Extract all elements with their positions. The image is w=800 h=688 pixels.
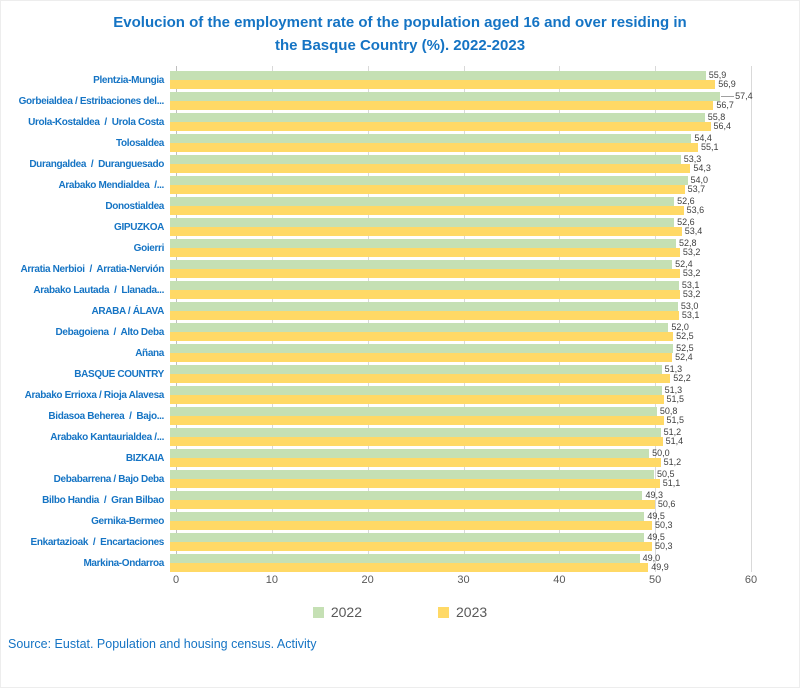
- bar-line-2023: [170, 80, 770, 89]
- bar-group: [0, 155, 800, 173]
- category-label: Añana: [135, 347, 164, 359]
- bar-2023: [170, 122, 711, 131]
- value-label-2022: 51,2: [663, 427, 682, 437]
- value-label-2022: 53,3: [683, 154, 702, 164]
- bar-group: [0, 197, 800, 215]
- value-label-2022: 53,1: [681, 280, 700, 290]
- bar-pair: [170, 260, 770, 278]
- bar-line-2023: [170, 311, 770, 320]
- bar-pair: [170, 176, 770, 194]
- bar-2022: [170, 176, 688, 185]
- bar-pair: [170, 302, 770, 320]
- bar-line-2023: [170, 248, 770, 257]
- bar-line-2023: [170, 479, 770, 488]
- bar-pair: [170, 197, 770, 215]
- bar-pair: [170, 512, 770, 530]
- bar-2022: [170, 218, 674, 227]
- x-tick-label: 40: [553, 574, 566, 586]
- bar-group: [0, 554, 800, 572]
- bar-line-2023: [170, 269, 770, 278]
- chart-title-line2: the Basque Country (%). 2022-2023: [274, 37, 526, 55]
- chart-area: [0, 66, 800, 586]
- bar-line-2023: [170, 563, 770, 572]
- bar-2022: [170, 134, 691, 143]
- category-label: Arabako Kantaurialdea /...: [50, 431, 164, 443]
- category-label: Goierri: [133, 242, 164, 254]
- value-label-2023: 51,4: [665, 436, 684, 446]
- bar-pair: [170, 533, 770, 551]
- bar-2023: [170, 101, 713, 110]
- bar-line-2022: [170, 512, 770, 521]
- value-label-2023: 56,9: [718, 79, 736, 89]
- bar-2023: [170, 416, 664, 425]
- value-label-2022: 54,4: [694, 133, 712, 143]
- legend: [0, 604, 800, 620]
- value-label-2023: 53,2: [682, 247, 701, 257]
- bar-2023: [170, 563, 648, 572]
- bar-2023: [170, 185, 685, 194]
- value-label-2022: 50,5: [656, 469, 675, 479]
- value-label-2022: 52,0: [671, 322, 689, 332]
- bar-2022: [170, 491, 642, 500]
- bar-2023: [170, 143, 698, 152]
- value-label-2023: 49,9: [651, 562, 669, 572]
- bar-line-2023: [170, 374, 770, 383]
- source-note: Source: Eustat. Population and housing census. Activity: [8, 637, 317, 651]
- bar-2023: [170, 542, 652, 551]
- bar-line-2022: [170, 491, 770, 500]
- bar-pair: [170, 491, 770, 509]
- bar-line-2023: [170, 206, 770, 215]
- legend-swatch-2023: [438, 607, 449, 618]
- x-tick-label: 0: [172, 574, 180, 586]
- value-label-2022: 55,9: [708, 70, 727, 80]
- value-label-2023: 51,5: [666, 415, 685, 425]
- x-tick-label: 20: [361, 574, 374, 586]
- value-label-2022: 52,5: [676, 343, 694, 353]
- bar-group: [0, 449, 800, 467]
- value-label-2023: 53,2: [682, 268, 701, 278]
- bar-line-2022: [170, 281, 770, 290]
- bar-2022: [170, 470, 654, 479]
- category-label: Bidasoa Beherea / Bajo...: [48, 410, 164, 422]
- value-label-2022: 57,4: [721, 92, 753, 101]
- category-label: ARABA / ÁLAVA: [91, 305, 164, 317]
- category-label: BIZKAIA: [125, 452, 164, 464]
- category-label: Enkartazioak / Encartaciones: [30, 536, 164, 548]
- bar-pair: [170, 71, 770, 89]
- bar-group: [0, 470, 800, 488]
- bar-line-2023: [170, 458, 770, 467]
- bar-2023: [170, 248, 680, 257]
- category-label: Debabarrena / Bajo Deba: [53, 473, 164, 485]
- bar-pair: [170, 428, 770, 446]
- value-label-2022: 50,0: [652, 448, 670, 458]
- bar-2023: [170, 206, 684, 215]
- legend-swatch-2022: [313, 607, 324, 618]
- x-tick-label: 30: [457, 574, 470, 586]
- category-label: Arabako Lautada / Llanada...: [33, 284, 164, 296]
- value-label-2023: 53,1: [681, 310, 700, 320]
- bar-pair: [170, 323, 770, 341]
- bar-line-2022: [170, 533, 770, 542]
- category-label: Arabako Errioxa / Rioja Alavesa: [24, 389, 164, 401]
- value-label-2022: 52,8: [679, 238, 697, 248]
- bar-group: [0, 512, 800, 530]
- x-axis: [172, 574, 758, 588]
- value-label-2023: 53,6: [686, 205, 705, 215]
- category-label: Arratia Nerbioi / Arratia-Nervión: [20, 263, 164, 275]
- bar-2022: [170, 92, 720, 101]
- bar-line-2023: [170, 290, 770, 299]
- value-label-2023: 53,4: [684, 226, 703, 236]
- value-label-2023: 54,3: [693, 163, 711, 173]
- bar-line-2022: [170, 155, 770, 164]
- value-label-2023: 55,1: [701, 142, 719, 152]
- chart-title: [60, 11, 740, 58]
- value-label-2022: 51,3: [664, 385, 683, 395]
- bar-line-2022: [170, 239, 770, 248]
- bar-line-2022: [170, 176, 770, 185]
- bar-pair: [170, 239, 770, 257]
- value-label-2023: 50,3: [655, 541, 673, 551]
- value-label-2022: 54,0: [690, 175, 709, 185]
- value-label-2023: 50,6: [657, 499, 676, 509]
- x-tick-label: 10: [265, 574, 278, 586]
- bar-line-2023: [170, 164, 770, 173]
- bar-pair: [170, 281, 770, 299]
- bar-line-2023: [170, 353, 770, 362]
- bar-2022: [170, 554, 640, 563]
- bar-line-2023: [170, 185, 770, 194]
- bar-2023: [170, 479, 660, 488]
- value-label-2023: 52,4: [675, 352, 693, 362]
- bar-group: [0, 71, 800, 89]
- legend-label-2022: 2022: [330, 604, 362, 620]
- bar-group: [0, 428, 800, 446]
- bar-2023: [170, 311, 679, 320]
- bar-pair: [170, 365, 770, 383]
- bar-line-2023: [170, 395, 770, 404]
- legend-label-2023: 2023: [456, 604, 488, 620]
- bar-pair: [170, 554, 770, 572]
- category-label: Tolosaldea: [116, 137, 164, 149]
- bar-line-2023: [170, 101, 770, 110]
- category-label: Gorbeialdea / Estribaciones del...: [18, 95, 164, 107]
- category-label: Plentzia-Mungia: [93, 74, 164, 86]
- category-label: Gernika-Bermeo: [91, 515, 164, 527]
- bar-pair: [170, 218, 770, 236]
- value-label-2023: 56,4: [713, 121, 732, 131]
- bar-pair: [170, 134, 770, 152]
- bar-pair: [170, 92, 770, 110]
- bar-2023: [170, 332, 673, 341]
- value-label-2022: 49,3: [645, 490, 663, 500]
- bar-2023: [170, 353, 672, 362]
- bar-2022: [170, 344, 673, 353]
- category-label: Bilbo Handia / Gran Bilbao: [42, 494, 164, 506]
- value-label-2022: 52,4: [675, 259, 693, 269]
- bar-line-2023: [170, 500, 770, 509]
- value-label-2023: 50,3: [655, 520, 673, 530]
- bar-pair: [170, 344, 770, 362]
- bar-group: [0, 323, 800, 341]
- bar-line-2023: [170, 542, 770, 551]
- bar-2022: [170, 323, 668, 332]
- bar-2022: [170, 386, 662, 395]
- bar-group: [0, 533, 800, 551]
- bar-line-2022: [170, 113, 770, 122]
- category-label: Debagoiena / Alto Deba: [55, 326, 164, 338]
- bar-group: [0, 407, 800, 425]
- bar-line-2022: [170, 470, 770, 479]
- bar-pair: [170, 470, 770, 488]
- bar-line-2023: [170, 437, 770, 446]
- bar-group: [0, 134, 800, 152]
- value-label-2022: 49,0: [642, 553, 661, 563]
- bar-2022: [170, 302, 678, 311]
- bar-line-2023: [170, 416, 770, 425]
- value-label-2023: 51,2: [663, 457, 682, 467]
- x-tick-label: 60: [744, 574, 758, 586]
- value-label-2022: 52,6: [677, 217, 695, 227]
- category-label: BASQUE COUNTRY: [74, 368, 164, 380]
- bar-group: [0, 386, 800, 404]
- value-label-2022: 52,6: [677, 196, 695, 206]
- bar-line-2022: [170, 92, 770, 101]
- bar-group: [0, 281, 800, 299]
- bar-2023: [170, 521, 652, 530]
- bar-2023: [170, 500, 655, 509]
- bar-pair: [170, 386, 770, 404]
- bar-2022: [170, 71, 706, 80]
- bar-line-2022: [170, 71, 770, 80]
- bar-2023: [170, 227, 682, 236]
- bar-2022: [170, 407, 657, 416]
- bar-2022: [170, 281, 679, 290]
- legend-item-2023: [438, 604, 487, 620]
- bar-2022: [170, 428, 661, 437]
- bar-group: [0, 344, 800, 362]
- bar-line-2023: [170, 227, 770, 236]
- bar-group: [0, 113, 800, 131]
- value-label-2023: 51,5: [666, 394, 685, 404]
- bar-group: [0, 239, 800, 257]
- plot-area: [0, 66, 800, 572]
- bar-2022: [170, 449, 649, 458]
- bar-pair: [170, 449, 770, 467]
- bar-2022: [170, 260, 672, 269]
- bar-group: [0, 365, 800, 383]
- bar-2023: [170, 437, 663, 446]
- bar-group: [0, 302, 800, 320]
- bar-line-2023: [170, 332, 770, 341]
- category-label: Urola-Kostaldea / Urola Costa: [28, 116, 164, 128]
- value-label-2023: 56,7: [716, 100, 734, 110]
- value-label-2023: 52,2: [673, 373, 691, 383]
- bar-line-2022: [170, 197, 770, 206]
- bar-2023: [170, 395, 664, 404]
- value-label-2022: 49,5: [647, 532, 665, 542]
- bar-2023: [170, 290, 680, 299]
- bar-pair: [170, 407, 770, 425]
- bar-2022: [170, 365, 662, 374]
- bar-2022: [170, 512, 644, 521]
- bar-group: [0, 260, 800, 278]
- bar-pair: [170, 113, 770, 131]
- x-tick-label: 50: [649, 574, 662, 586]
- value-label-2023: 53,2: [682, 289, 701, 299]
- bar-2023: [170, 80, 715, 89]
- category-label: Donostialdea: [105, 200, 164, 212]
- bar-2023: [170, 374, 670, 383]
- bar-group: [0, 491, 800, 509]
- bar-line-2023: [170, 521, 770, 530]
- bar-2022: [170, 113, 705, 122]
- bar-group: [0, 92, 800, 110]
- bar-2023: [170, 458, 661, 467]
- category-label: Arabako Mendialdea /...: [58, 179, 164, 191]
- value-label-2023: 53,7: [687, 184, 706, 194]
- value-label-2022: 51,3: [664, 364, 683, 374]
- bar-2022: [170, 239, 676, 248]
- category-label: GIPUZKOA: [114, 221, 164, 233]
- bar-2022: [170, 533, 644, 542]
- bar-2023: [170, 269, 680, 278]
- value-label-2023: 52,5: [676, 331, 694, 341]
- bar-line-2023: [170, 143, 770, 152]
- value-label-2022: 53,0: [680, 301, 699, 311]
- bar-group: [0, 218, 800, 236]
- category-label: Durangaldea / Duranguesado: [29, 158, 164, 170]
- bar-2023: [170, 164, 690, 173]
- value-label-2022: 49,5: [647, 511, 665, 521]
- category-label: Markina-Ondarroa: [83, 557, 164, 569]
- bar-line-2022: [170, 218, 770, 227]
- bar-line-2022: [170, 134, 770, 143]
- value-label-2023: 51,1: [662, 478, 681, 488]
- bar-2022: [170, 197, 674, 206]
- legend-item-2022: [313, 604, 362, 620]
- bar-line-2022: [170, 260, 770, 269]
- bar-line-2022: [170, 554, 770, 563]
- chart-title-line1: Evolucion of the employment rate of the population aged 16 and over residing in: [113, 14, 687, 31]
- value-label-2022: 50,8: [659, 406, 678, 416]
- value-label-2022: 55,8: [707, 112, 726, 122]
- bar-2022: [170, 155, 681, 164]
- bar-group: [0, 176, 800, 194]
- bar-line-2022: [170, 302, 770, 311]
- bar-pair: [170, 155, 770, 173]
- bar-line-2023: [170, 122, 770, 131]
